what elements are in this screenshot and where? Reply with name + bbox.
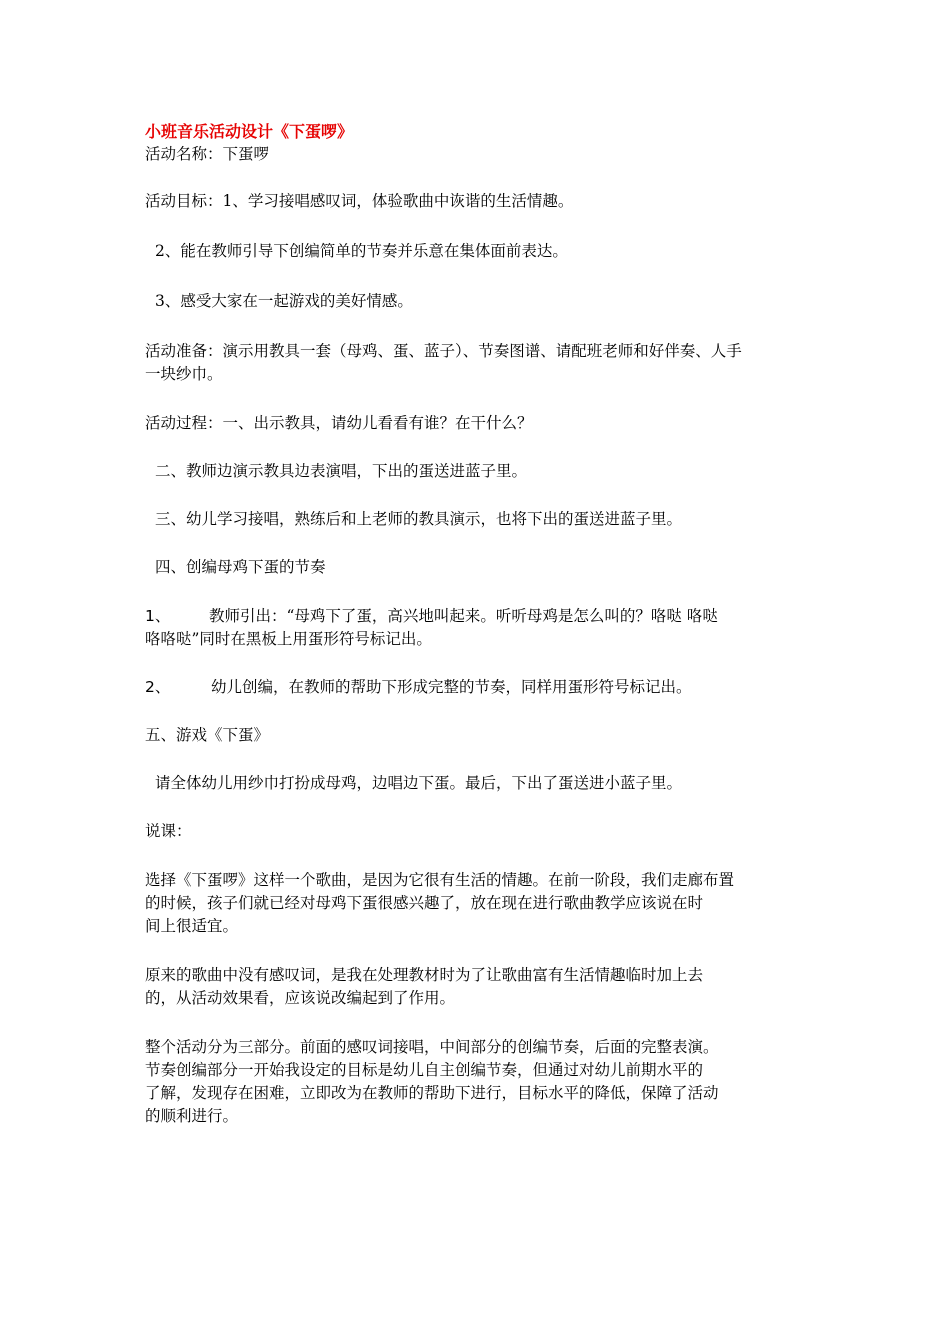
preparation-line-1: 活动准备：演示用教具一套（母鸡、蛋、蓝子）、节奏图谱、请配班老师和好伴奏、人手 (145, 342, 742, 360)
page-title: 小班音乐活动设计《下蛋啰》 (145, 122, 354, 141)
process-step-6: 请全体幼儿用纱巾打扮成母鸡，边唱边下蛋。最后，下出了蛋送进小蓝子里。 (155, 774, 683, 792)
goal-3: 3、感受大家在一起游戏的美好情感。 (155, 292, 413, 310)
process-step-1: 活动过程：一、出示教具，请幼儿看看有谁？在干什么？ (145, 414, 533, 432)
talk-para-1-line-1: 选择《下蛋啰》这样一个歌曲，是因为它很有生活的情趣。在前一阶段，我们走廊布置 (145, 871, 735, 889)
activity-name: 活动名称：下蛋啰 (145, 145, 270, 163)
substep-1-text: 教师引出：“母鸡下了蛋，高兴地叫起来。听听母鸡是怎么叫的？咯哒 咯哒 (209, 607, 718, 625)
talk-para-2-line-1: 原来的歌曲中没有感叹词，是我在处理教材时为了让歌曲富有生活情趣临时加上去 (145, 966, 704, 984)
talk-para-3-line-3: 了解，发现存在困难，立即改为在教师的帮助下进行，目标水平的降低，保障了活动 (145, 1084, 719, 1102)
process-step-5: 五、游戏《下蛋》 (145, 726, 270, 744)
substep-2-number: 2、 (145, 678, 171, 696)
talk-para-2-line-2: 的，从活动效果看，应该说改编起到了作用。 (145, 989, 456, 1007)
goal-2: 2、能在教师引导下创编简单的节奏并乐意在集体面前表达。 (155, 242, 568, 260)
process-step-2: 二、教师边演示教具边表演唱，下出的蛋送进蓝子里。 (155, 462, 528, 480)
talk-para-3-line-4: 的顺利进行。 (145, 1107, 239, 1125)
substep-2 (145, 676, 815, 699)
talk-para-1-line-3: 间上很适宜。 (145, 917, 239, 935)
goal-1: 活动目标：1、学习接唱感叹词，体验歌曲中诙谐的生活情趣。 (145, 192, 574, 210)
substep-1-line-1 (145, 605, 815, 628)
talk-para-1-line-2: 的时候，孩子们就已经对母鸡下蛋很感兴趣了，放在现在进行歌曲教学应该说在时 (145, 894, 704, 912)
talk-para-3-line-1: 整个活动分为三部分。前面的感叹词接唱，中间部分的创编节奏，后面的完整表演。 (145, 1038, 719, 1056)
talk-heading: 说课： (145, 822, 192, 840)
substep-1-line-2: 咯咯哒”同时在黑板上用蛋形符号标记出。 (145, 630, 432, 648)
process-step-3: 三、幼儿学习接唱，熟练后和上老师的教具演示，也将下出的蛋送进蓝子里。 (155, 510, 683, 528)
process-step-4: 四、创编母鸡下蛋的节奏 (155, 558, 326, 576)
document-page (145, 120, 815, 1128)
talk-para-3-line-2: 节奏创编部分一开始我设定的目标是幼儿自主创编节奏，但通过对幼儿前期水平的 (145, 1061, 704, 1079)
substep-1-number: 1、 (145, 607, 171, 625)
preparation-line-2: 一块纱巾。 (145, 365, 223, 383)
substep-2-text: 幼儿创编，在教师的帮助下形成完整的节奏，同样用蛋形符号标记出。 (211, 678, 692, 696)
